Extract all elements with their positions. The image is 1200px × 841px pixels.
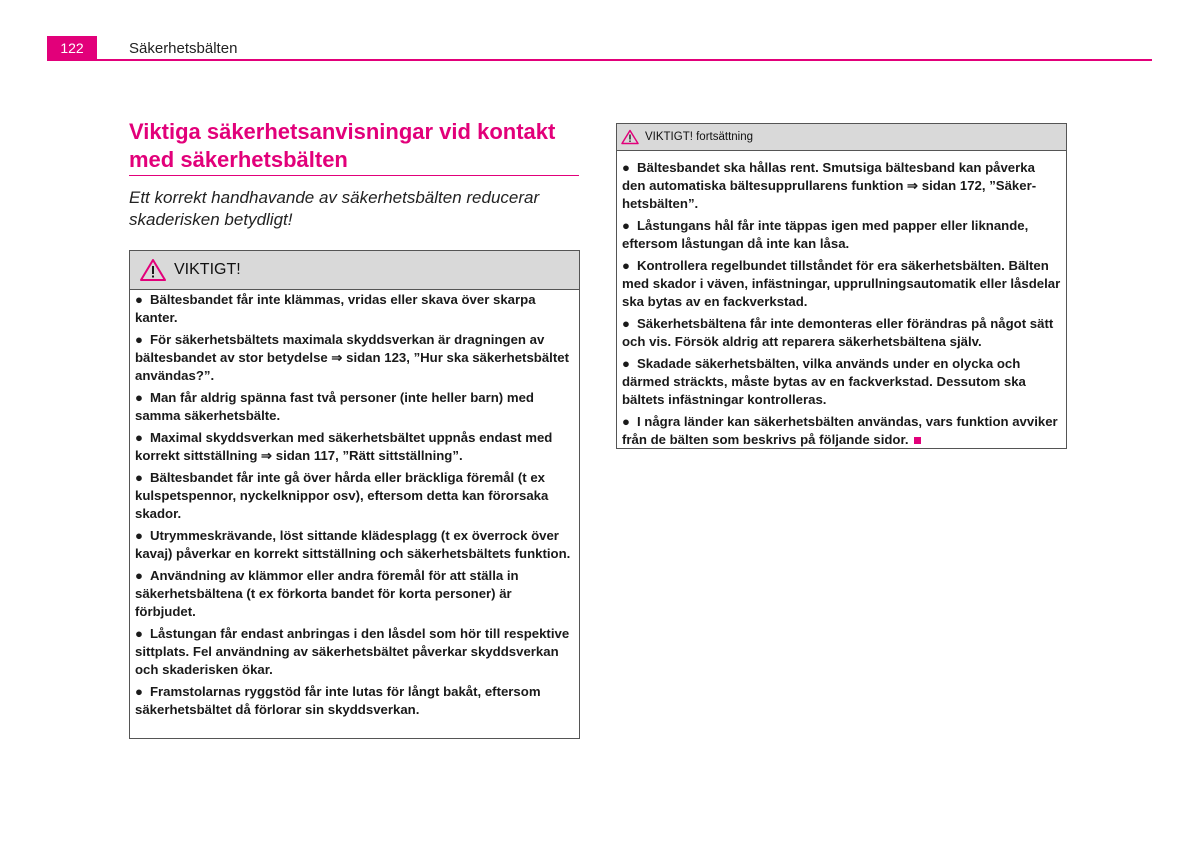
list-item	[135, 429, 574, 465]
bullet: ●	[135, 568, 143, 583]
list-item	[622, 315, 1061, 351]
bullet: ●	[622, 316, 630, 331]
bullet: ●	[135, 470, 143, 485]
list-item-text: I några länder kan säkerhetsbälten användas, vars funktion avviker från de bälten som beskrivs på följande sidor.	[622, 414, 1058, 447]
continuation-box	[616, 123, 1067, 449]
continuation-list	[617, 151, 1066, 449]
list-item	[135, 389, 574, 425]
list-item-text: Utrymmeskrävande, löst sittande klädesplagg (t ex överrock över kavaj) påverkar en korrekt sittställning och säkerhetsbältets funktion.	[135, 528, 571, 561]
list-item-text: Skadade säkerhetsbälten, vilka används under en olycka och därmed sträckts, måste bytas av en fackverkstad. Dessutom ska bältets infästningar kontrolleras.	[622, 356, 1026, 407]
bullet: ●	[622, 258, 630, 273]
warning-box-header	[130, 251, 579, 290]
article-lead: Ett korrekt handhavande av säkerhetsbälten reducerar skaderisken betydligt!	[129, 188, 540, 229]
list-item-text: Användning av klämmor eller andra föremål för att ställa in säkerhetsbältena (t ex förkorta bandet för korta personer) är förbjudet.	[135, 568, 519, 619]
list-item	[135, 567, 574, 621]
list-item-text: För säkerhetsbältets maximala skyddsverkan är dragningen av bältesbandet av stor betydelse ⇒ sidan 123, ”Hur ska säkerhetsbältet användas?”.	[135, 332, 569, 383]
list-item	[622, 159, 1061, 213]
warning-triangle-icon	[621, 129, 639, 145]
bullet: ●	[622, 414, 630, 429]
bullet: ●	[135, 390, 143, 405]
bullet: ●	[622, 160, 630, 175]
list-item-text: Bältesbandet får inte gå över hårda eller bräckliga föremål (t ex kulspetspennor, nyckelknippor osv), eftersom detta kan förorsaka skador.	[135, 470, 549, 521]
warning-box	[129, 250, 580, 739]
bullet: ●	[135, 430, 143, 445]
list-item-text: Bältesbandet ska hållas rent. Smutsiga bältesband kan påverka den automatiska bältesupprullarens funktion ⇒ sidan 172, ”Säkerhetsbälten”.	[622, 160, 1037, 211]
list-item-text: Säkerhetsbältena får inte demonteras eller förändras på något sätt och vis. Försök aldrig att reparera säkerhetsbältena själv.	[622, 316, 1054, 349]
warning-list	[130, 290, 579, 719]
list-item	[135, 291, 574, 327]
list-item	[135, 527, 574, 563]
article-heading: Viktiga säkerhetsanvisningar vid kontakt med säkerhetsbälten	[129, 119, 556, 172]
list-item	[622, 257, 1061, 311]
page-number: 122	[47, 36, 97, 60]
list-item	[135, 625, 574, 679]
bullet: ●	[135, 292, 143, 307]
continuation-box-header	[617, 124, 1066, 151]
end-of-section-marker	[914, 437, 921, 444]
list-item	[622, 413, 1061, 449]
bullet: ●	[622, 356, 630, 371]
list-item-text: Låstungan får endast anbringas i den låsdel som hör till respektive sittplats. Fel användning av säkerhetsbältet påverkar skyddsverkan och skaderisken ökar.	[135, 626, 570, 677]
bullet: ●	[135, 684, 143, 699]
bullet: ●	[622, 218, 630, 233]
list-item-text: Låstungans hål får inte täppas igen med papper eller liknande, eftersom låstungan då inte kan låsa.	[622, 218, 1029, 251]
list-item-text: Man får aldrig spänna fast två personer (inte heller barn) med samma säkerhetsbälte.	[135, 390, 534, 423]
bullet: ●	[135, 332, 143, 347]
list-item	[622, 355, 1061, 409]
list-item-text: Framstolarnas ryggstöd får inte lutas för långt bakåt, eftersom säkerhetsbältet då förlorar sin skyddsverkan.	[135, 684, 541, 717]
list-item	[135, 683, 574, 719]
heading-divider	[129, 175, 579, 176]
section-title: Säkerhetsbälten	[129, 40, 238, 57]
warning-triangle-icon	[140, 258, 166, 282]
list-item	[622, 217, 1061, 253]
bullet: ●	[135, 626, 143, 641]
list-item-text: Bältesbandet får inte klämmas, vridas eller skava över skarpa kanter.	[135, 292, 536, 325]
continuation-box-title: VIKTIGT! fortsättning	[645, 131, 754, 143]
list-item	[135, 469, 574, 523]
list-item	[135, 331, 574, 385]
header-divider	[47, 59, 1152, 61]
list-item-text: Kontrollera regelbundet tillståndet för era säkerhetsbälten. Bälten med skador i väven, infästningar, upprullningsautomatik eller låsdelar ska bytas av en fackverkstad.	[622, 258, 1061, 309]
bullet: ●	[135, 528, 143, 543]
warning-box-title: VIKTIGT!	[174, 261, 241, 278]
list-item-text: Maximal skyddsverkan med säkerhetsbältet uppnås endast med korrekt sittställning ⇒ sidan 117, ”Rätt sittställning”.	[135, 430, 553, 463]
